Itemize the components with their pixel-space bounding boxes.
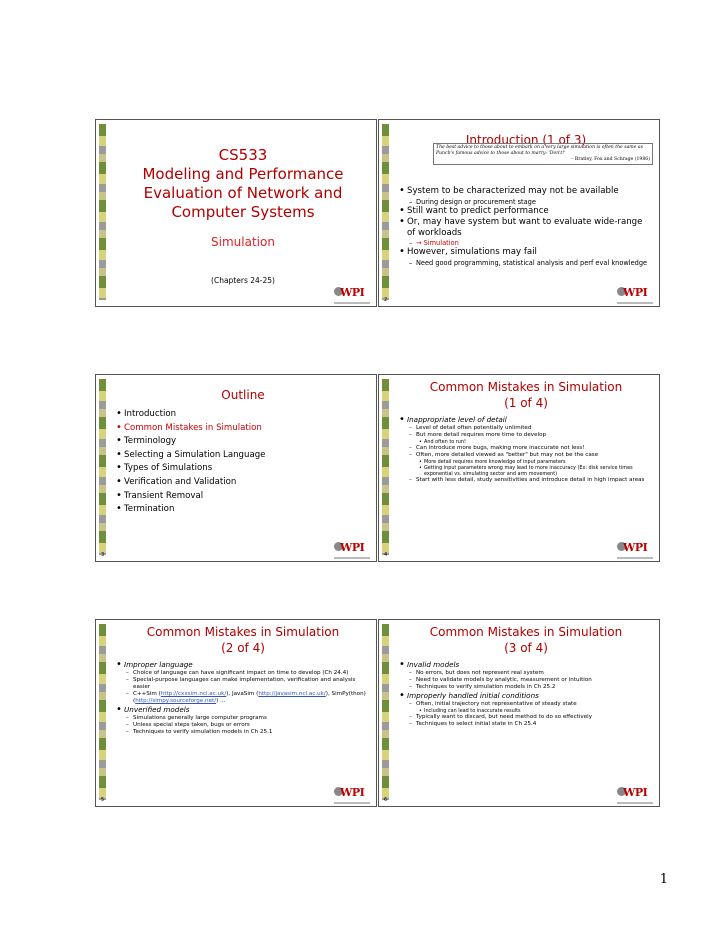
wpi-logo: WPI [617, 539, 653, 555]
slide-number: 5 [101, 797, 105, 803]
slide-3-outline [116, 409, 368, 518]
list-item: • Or, may have system but want to evaluate wide-range of workloads [399, 217, 651, 238]
list-item: – Unless special steps taken, bugs or errors [116, 722, 368, 729]
wpi-logo: WPI [334, 539, 370, 555]
slide-3 [95, 374, 377, 562]
slide-5 [95, 619, 377, 807]
slide-2-bullets [399, 186, 651, 267]
slide-2 [378, 119, 660, 307]
slide-1-subtitle: Simulation [211, 235, 275, 249]
slide-5-bullets [116, 660, 368, 736]
list-item: • Improperly handled initial conditions [399, 691, 651, 700]
list-item: • Verification and Validation [116, 477, 368, 488]
wpi-logo: WPI [334, 284, 370, 300]
list-item: • Terminology [116, 436, 368, 447]
slide-2-title: Introduction (1 of 3) [465, 133, 587, 147]
list-item: – Often, more detailed viewed as "better" but may not be the case [399, 452, 651, 459]
list-item: • Termination [116, 504, 368, 515]
slide-number: 2 [384, 297, 388, 303]
wpi-logo: WPI [617, 784, 653, 800]
slide-number: 3 [101, 552, 105, 558]
list-item: • Introduction [116, 409, 368, 420]
slide-stripe [382, 379, 389, 555]
list-item: – C++Sim (http://cxxsim.ncl.ac.uk/), JavaSim (http://javasim.ncl.ac.uk/), SimPy(thon) (http://simpy.sourceforge.net/) … [116, 691, 368, 705]
slide-stripe [382, 624, 389, 800]
slide-6-bullets [399, 660, 651, 728]
list-item: – Choice of language can have significant impact on time to develop (Ch 24.4) [116, 670, 368, 677]
list-item: – Special-purpose languages can make implementation, verification and analysis easier [116, 677, 368, 691]
list-item: – Need good programming, statistical analysis and perf eval knowledge [399, 259, 651, 267]
list-item: • However, simulations may fail [399, 247, 651, 258]
slide-stripe [99, 379, 106, 555]
list-item: – Simulations generally large computer programs [116, 715, 368, 722]
slide-stripe [99, 624, 106, 800]
list-item: – → Simulation [399, 239, 651, 247]
slide-1 [95, 119, 377, 307]
slide-1-chapters: (Chapters 24-25) [211, 276, 275, 285]
slide-6 [378, 619, 660, 807]
list-item: • Improper language [116, 660, 368, 669]
list-item: • And often to run! [399, 439, 651, 445]
list-item: – But more detail requires more time to develop [399, 432, 651, 439]
slide-6-title: Common Mistakes in Simulation (3 of 4) [429, 625, 623, 655]
list-item: – Start with less detail, study sensitivities and introduce detail in high impact areas [399, 477, 651, 484]
list-item: • Transient Removal [116, 491, 368, 502]
wpi-logo: WPI [334, 784, 370, 800]
list-item: • Selecting a Simulation Language [116, 450, 368, 461]
slide-2-quote: The best advice to those about to embark on a very large simulation is often the same as Punch's famous advice to those about to marry: 'Don't!' – Bratley, Fox and Schrage (1986) [433, 143, 653, 165]
javasim-link[interactable]: http://javasim.ncl.ac.uk/ [258, 691, 326, 697]
list-item: • Common Mistakes in Simulation [116, 423, 368, 434]
list-item: – Typically want to discard, but need method to do so effectively [399, 714, 651, 721]
slide-number: 4 [384, 552, 388, 558]
cxxsim-link[interactable]: http://cxxsim.ncl.ac.uk/ [160, 691, 227, 697]
simpy-link[interactable]: http://simpy.sourceforge.net/ [135, 698, 217, 704]
list-item: – Often, initial trajectory not representative of steady state [399, 701, 651, 708]
wpi-logo: WPI [617, 284, 653, 300]
slide-4-bullets [399, 415, 651, 484]
slide-number: 6 [384, 797, 388, 803]
list-item: • Still want to predict performance [399, 206, 651, 217]
list-item: • Invalid models [399, 660, 651, 669]
slide-3-title: Outline [221, 388, 265, 402]
slide-stripe [382, 124, 389, 300]
list-item: – Can introduce more bugs, making more inaccurate not less! [399, 445, 651, 452]
list-item: – Techniques to verify simulation models in Ch 25.1 [116, 729, 368, 736]
list-item: – During design or procurement stage [399, 198, 651, 206]
slide-1-title: CS533 Modeling and Performance Evaluation of Network and Computer Systems [142, 146, 344, 221]
list-item: • More detail requires more knowledge of input parameters [399, 459, 651, 465]
list-item: • Getting input parameters wrong may lead to more inaccuracy (Ex: disk service times exponential vs. simulating sector and arm movement) [399, 465, 651, 477]
slide-5-title: Common Mistakes in Simulation (2 of 4) [146, 625, 340, 655]
list-item: – Techniques to select initial state in Ch 25.4 [399, 721, 651, 728]
list-item: – No errors, but does not represent real system [399, 670, 651, 677]
list-item: – Level of detail often potentially unlimited [399, 425, 651, 432]
list-item: • Unverified models [116, 705, 368, 714]
slide-stripe [99, 124, 106, 300]
slide-4-title: Common Mistakes in Simulation (1 of 4) [429, 380, 623, 410]
list-item: – Need to validate models by analytic, measurement or intuition [399, 677, 651, 684]
list-item: • Including can lead to inaccurate results [399, 708, 651, 714]
list-item: • Inappropriate level of detail [399, 415, 651, 424]
page-number: 1 [659, 872, 668, 887]
list-item: • Types of Simulations [116, 463, 368, 474]
list-item: – Techniques to verify simulation models in Ch 25.2 [399, 684, 651, 691]
slide-4 [378, 374, 660, 562]
list-item: • System to be characterized may not be available [399, 186, 651, 197]
